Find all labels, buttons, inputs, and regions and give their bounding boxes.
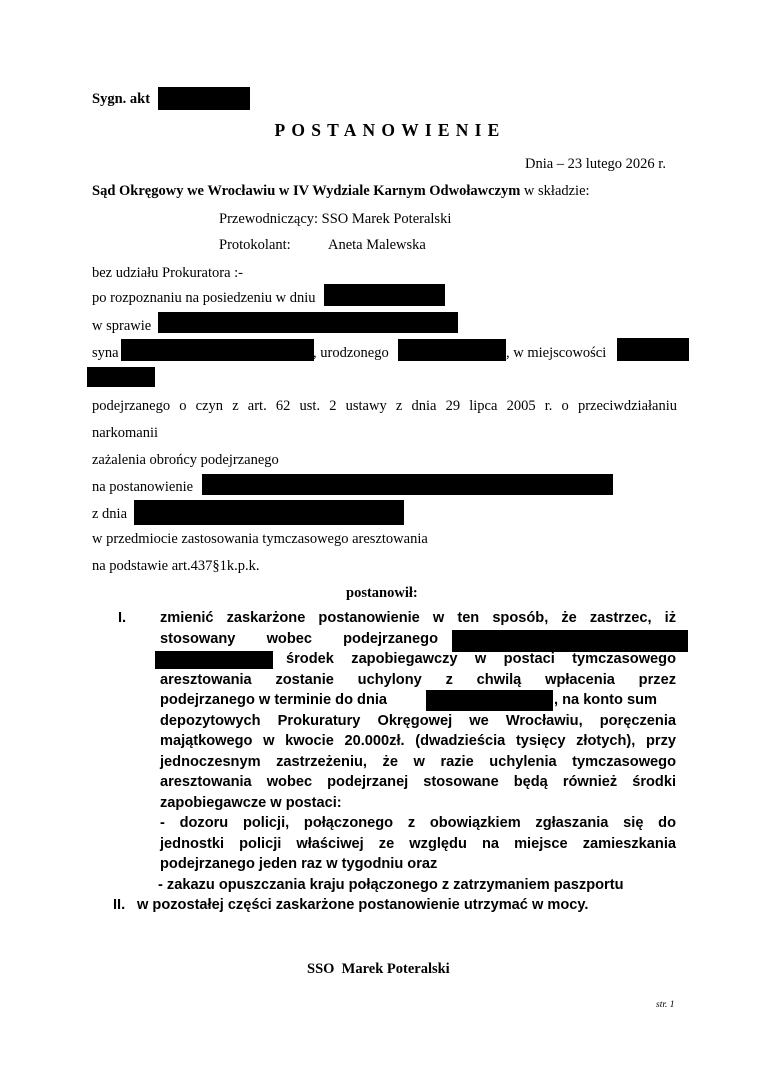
son-label: syna: [92, 345, 119, 361]
ruling-item-1-line-6: depozytowych Prokuratury Okręgowej we Wrocławiu, poręczenia: [160, 713, 676, 729]
chair-name: SSO Marek Poteralski: [321, 211, 452, 227]
clerk-label: Protokolant:: [219, 237, 291, 253]
document-title: POSTANOWIENIE: [274, 120, 506, 140]
redaction-decision-date: [134, 500, 404, 525]
redaction-case-subject: [158, 312, 458, 333]
ruling-item-2-text: w pozostałej części zaskarżone postanowienie utrzymać w mocy.: [137, 897, 589, 913]
ruling-item-1-line-5a: podejrzanego w terminie do dnia: [160, 692, 388, 708]
redaction-case-number: [158, 87, 250, 110]
ruling-item-1-line-3: środek zapobiegawczy w postaci tymczasowego: [286, 651, 676, 667]
ruling-item-1-line-4: aresztowania zostanie uchylony z chwilą wpłacenia przez: [160, 672, 676, 688]
redaction-suspect-name-cont: [155, 651, 273, 669]
redaction-father-name: [121, 339, 314, 361]
redaction-birth-place: [617, 338, 689, 361]
ruling-item-1-line-9: aresztowania wobec podejrzanej stosowane będą również środki: [160, 774, 676, 790]
legal-basis-line: na podstawie art.437§1k.p.k.: [92, 558, 260, 574]
suspect-charge-line: podejrzanego o czyn z art. 62 ust. 2 ustawy z dnia 29 lipca 2005 r. o przeciwdziałaniu: [92, 398, 677, 414]
ruling-item-1-line-11: - dozoru policji, połączonego z obowiązkiem zgłaszania się do: [160, 815, 676, 831]
hearing-line: po rozpoznaniu na posiedzeniu w dniu: [92, 290, 316, 306]
date-from-label: z dnia: [92, 506, 128, 522]
ruling-item-1-line-5b: , na konto sum: [554, 692, 657, 708]
redaction-birth-date: [398, 339, 506, 361]
ruling-heading: postanowił:: [346, 585, 418, 601]
page-number: str. 1: [656, 1000, 675, 1010]
ruling-item-1-line-8: jednoczesnym zastrzeżeniu, że w razie uchylenia tymczasowego: [160, 754, 676, 770]
subject-line: w przedmiocie zastosowania tymczasowego aresztowania: [92, 531, 428, 547]
place-label: , w miejscowości: [506, 345, 607, 361]
case-signature-label: Sygn. akt: [92, 91, 151, 107]
ruling-item-1-line-7: majątkowego w kwocie 20.000zł. (dwadzieścia tysięcy złotych), przy: [160, 733, 676, 749]
ruling-item-1-line-13: podejrzanego jeden raz w tygodniu oraz: [160, 856, 438, 872]
court-name: Sąd Okręgowy we Wrocławiu w IV Wydziale Karnym Odwoławczym: [92, 183, 521, 199]
ruling-item-1-line-12: jednostki policji właściwej ze względu na miejsce zamieszkania: [160, 836, 676, 852]
ruling-item-1-line-2: stosowany wobec podejrzanego: [160, 631, 438, 647]
suspect-charge-line-2: narkomanii: [92, 425, 159, 441]
ruling-item-1-line-10: zapobiegawcze w postaci:: [160, 795, 342, 811]
redaction-payment-deadline: [426, 690, 553, 711]
complaint-line: zażalenia obrońcy podejrzanego: [92, 452, 279, 468]
ruling-item-numeral-2: II.: [113, 897, 126, 913]
prosecutor-line: bez udziału Prokuratora :-: [92, 265, 243, 281]
document-date: Dnia – 23 lutego 2026 r.: [525, 156, 666, 172]
ruling-item-1-line-1: zmienić zaskarżone postanowienie w ten sposób, że zastrzec, iż: [160, 610, 676, 626]
redaction-birth-place-cont: [87, 367, 155, 387]
case-line: w sprawie: [92, 318, 152, 334]
born-label: , urodzonego: [313, 345, 389, 361]
court-composition: [92, 182, 590, 200]
clerk-name: Aneta Malewska: [328, 237, 426, 253]
redaction-appealed-decision: [202, 474, 613, 495]
ruling-item-numeral-1: I.: [118, 610, 127, 626]
composition-suffix: w składzie:: [520, 183, 590, 199]
chair-line: [219, 210, 451, 228]
chair-label: Przewodniczący:: [219, 211, 319, 227]
ruling-item-1-line-14: - zakazu opuszczania kraju połączonego z zatrzymaniem paszportu: [158, 877, 624, 893]
redaction-hearing-date: [324, 284, 445, 306]
decision-on-label: na postanowienie: [92, 479, 194, 495]
judge-signature: SSO Marek Poteralski: [307, 961, 450, 977]
